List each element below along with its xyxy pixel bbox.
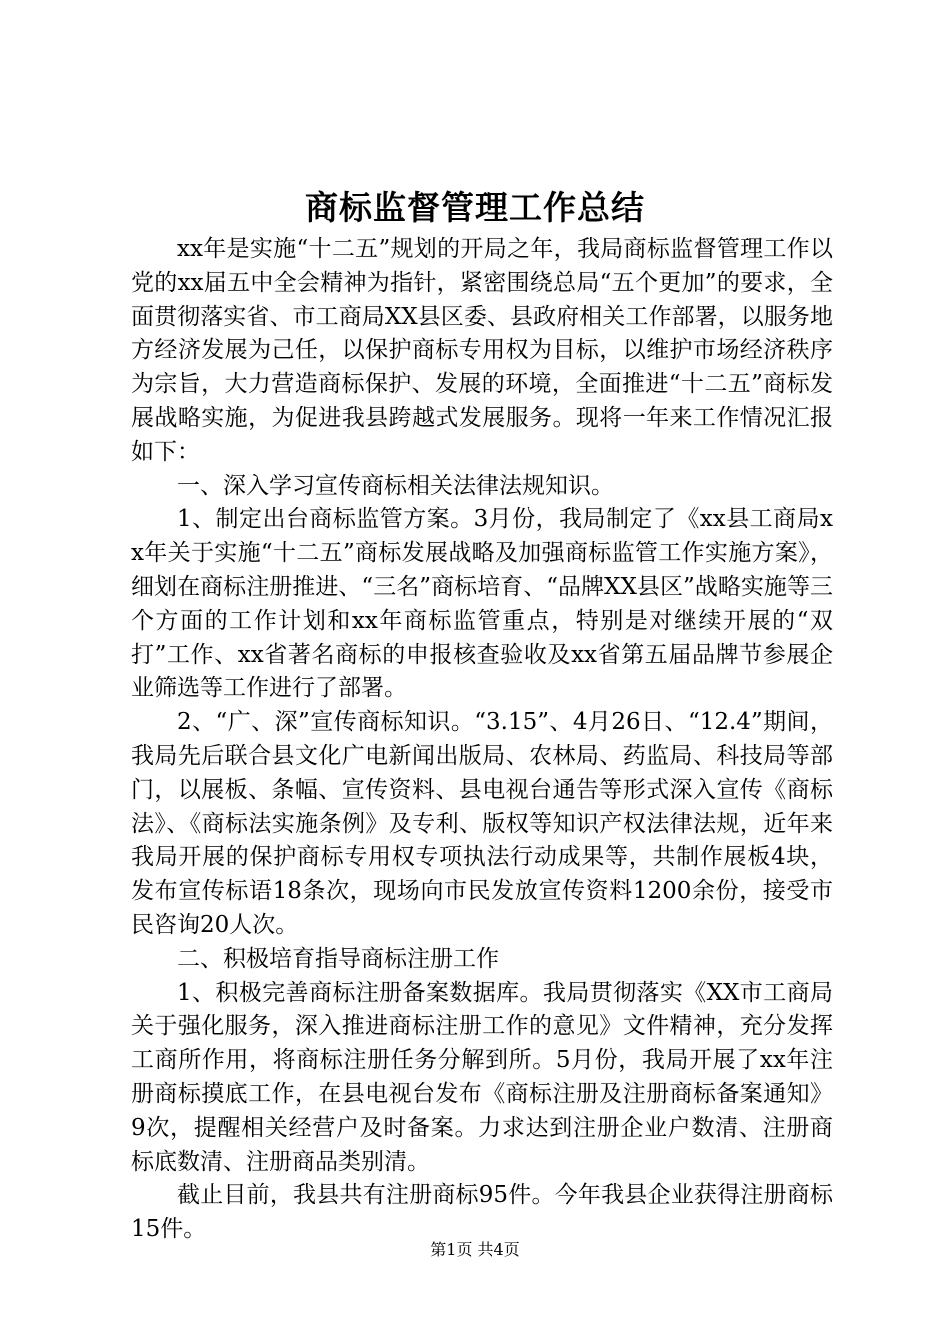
page-number-footer: 第1页 共4页 [430,1240,520,1259]
paragraph-1-1: 1、制定出台商标监管方案。3月份，我局制定了《xx县工商局xx年关于实施“十二五”商标发展战略及加强商标监管工作实施方案》，细划在商标注册推进、“三名”商标培育、“品牌XX县区”战略实施等三个方面的工作计划和xx年商标监管重点，特别是对继续开展的“双打”工作、xx省著名商标的申报核查验收及xx省第五届品牌节参展企业筛选等工作进行了部署。 [131,506,833,702]
section-heading-2: 二、积极培育指导商标注册工作 [177,945,499,972]
document-title: 商标监督管理工作总结 [305,188,645,227]
paragraph-1-2: 2、“广、深”宣传商标知识。“3.15”、4月26日、“12.4”期间，我局先后联合县文化广电新闻出版局、农林局、药监局、科技局等部门，以展板、条幅、宣传资料、县电视台通告等形式深入宣传《商标法》、《商标法实施条例》及专利、版权等知识产权法律法规，近年来我局开展的保护商标专用权专项执法行动成果等，共制作展板4块，发布宣传标语18条次，现场向市民发放宣传资料1200余份，接受市民咨询20人次。 [131,709,833,938]
paragraph-2-summary: 截止目前，我县共有注册商标95件。今年我县企业获得注册商标15件。 [131,1182,833,1243]
paragraph-intro: xx年是实施“十二五”规划的开局之年，我局商标监督管理工作以党的xx届五中全会精神为指针，紧密围绕总局“五个更加”的要求，全面贯彻落实省、市工商局XX县区委、县政府相关工作部署，以服务地方经济发展为己任，以保护商标专用权为目标，以维护市场经济秩序为宗旨，大力营造商标保护、发展的环境，全面推进“十二五”商标发展战略实施，为促进我县跨越式发展服务。现将一年来工作情况汇报如下： [131,236,833,465]
document-body [131,233,833,1247]
paragraph-2-1: 1、积极完善商标注册备案数据库。我局贯彻落实《XX市工商局关于强化服务，深入推进商标注册工作的意见》文件精神，充分发挥工商所作用，将商标注册任务分解到所。5月份，我局开展了xx年注册商标摸底工作，在县电视台发布《商标注册及注册商标备案通知》9次，提醒相关经营户及时备案。力求达到注册企业户数清、注册商标底数清、注册商品类别清。 [131,979,833,1175]
section-heading-1: 一、深入学习宣传商标相关法律法规知识。 [177,472,614,499]
